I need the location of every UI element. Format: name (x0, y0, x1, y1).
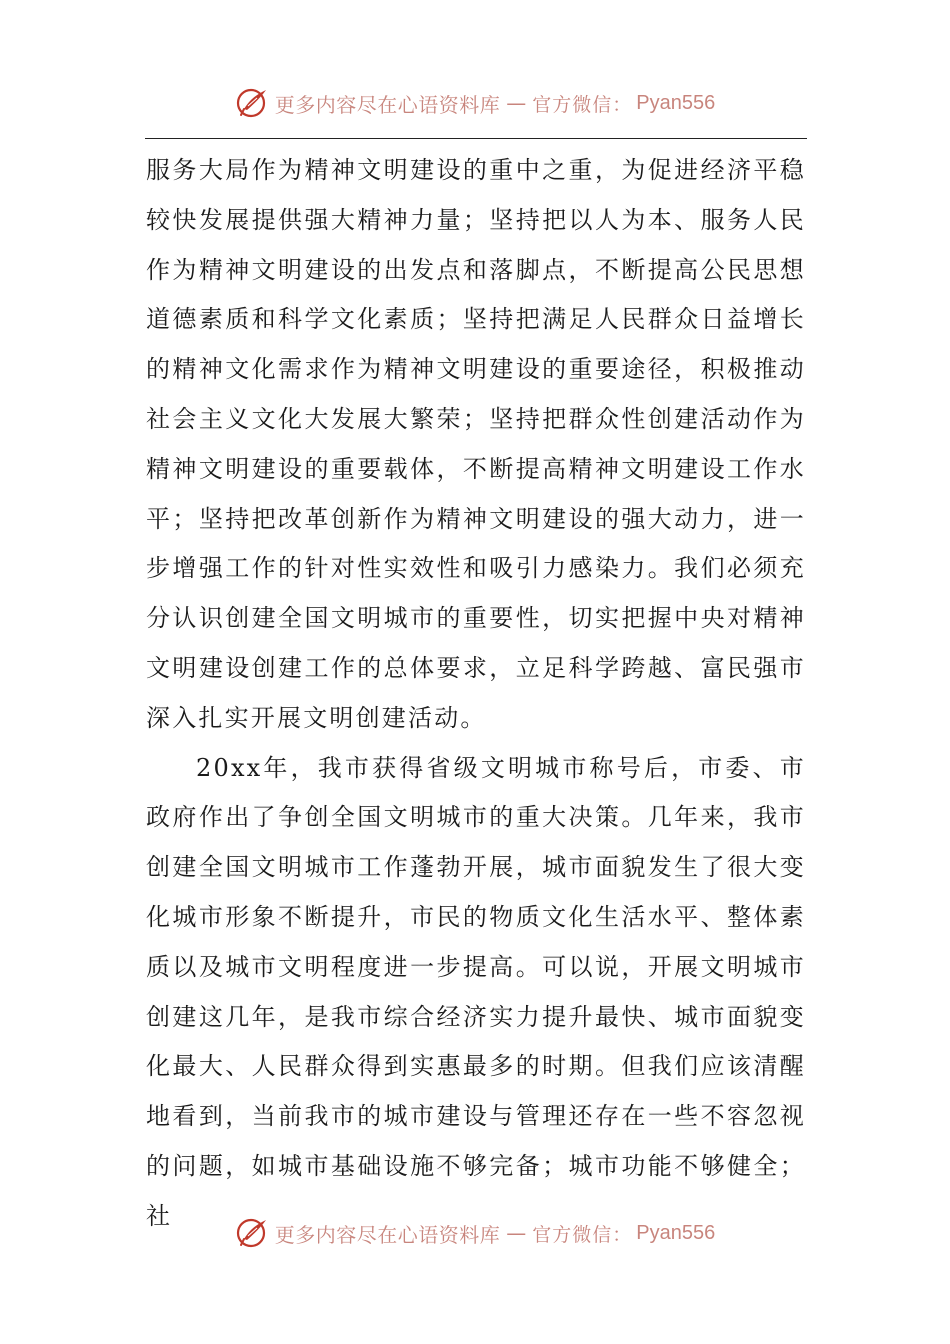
banner-brand-text: 更多内容尽在心语资料库 (274, 92, 501, 117)
document-body (146, 146, 806, 1242)
footer-banner (0, 1210, 950, 1256)
quill-logo-icon (235, 85, 271, 121)
header-divider (145, 138, 807, 139)
header-banner (0, 80, 950, 126)
banner-wechat-id: Pyan556 (636, 1221, 716, 1244)
banner-wechat-id: Pyan556 (636, 91, 716, 114)
banner-official-label: 官方微信： (532, 93, 633, 116)
banner-official-label: 官方微信： (532, 1223, 633, 1246)
body-paragraph: 服务大局作为精神文明建设的重中之重，为促进经济平稳较快发展提供强大精神力量；坚持把以人为本、服务人民作为精神文明建设的出发点和落脚点，不断提高公民思想道德素质和科学文化素质；坚持把满足人民群众日益增长的精神文化需求作为精神文明建设的重要途径，积极推动社会主义文化大发展大繁荣；坚持把群众性创建活动作为精神文明建设的重要载体，不断提高精神文明建设工作水平；坚持把改革创新作为精神文明建设的强大动力，进一步增强工作的针对性实效性和吸引力感染力。我们必须充分认识创建全国文明城市的重要性，切实把握中央对精神文明建设创建工作的总体要求，立足科学跨越、富民强市深入扎实开展文明创建活动。 (146, 156, 806, 732)
body-paragraph: 20xx年，我市获得省级文明城市称号后，市委、市政府作出了争创全国文明城市的重大决策。几年来，我市创建全国文明城市工作蓬勃开展，城市面貌发生了很大变化城市形象不断提升，市民的物质文化生活水平、整体素质以及城市文明程度进一步提高。可以说，开展文明城市创建这几年，是我市综合经济实力提升最快、城市面貌变化最大、人民群众得到实惠最多的时期。但我们应该清醒地看到，当前我市的城市建设与管理还存在一些不容忽视的问题，如城市基础设施不够完备；城市功能不够健全；社 (146, 753, 806, 1230)
quill-logo-icon (235, 1215, 271, 1251)
banner-dash: — (506, 91, 527, 115)
banner-brand-text: 更多内容尽在心语资料库 (274, 1222, 501, 1247)
banner-dash: — (506, 1221, 527, 1245)
